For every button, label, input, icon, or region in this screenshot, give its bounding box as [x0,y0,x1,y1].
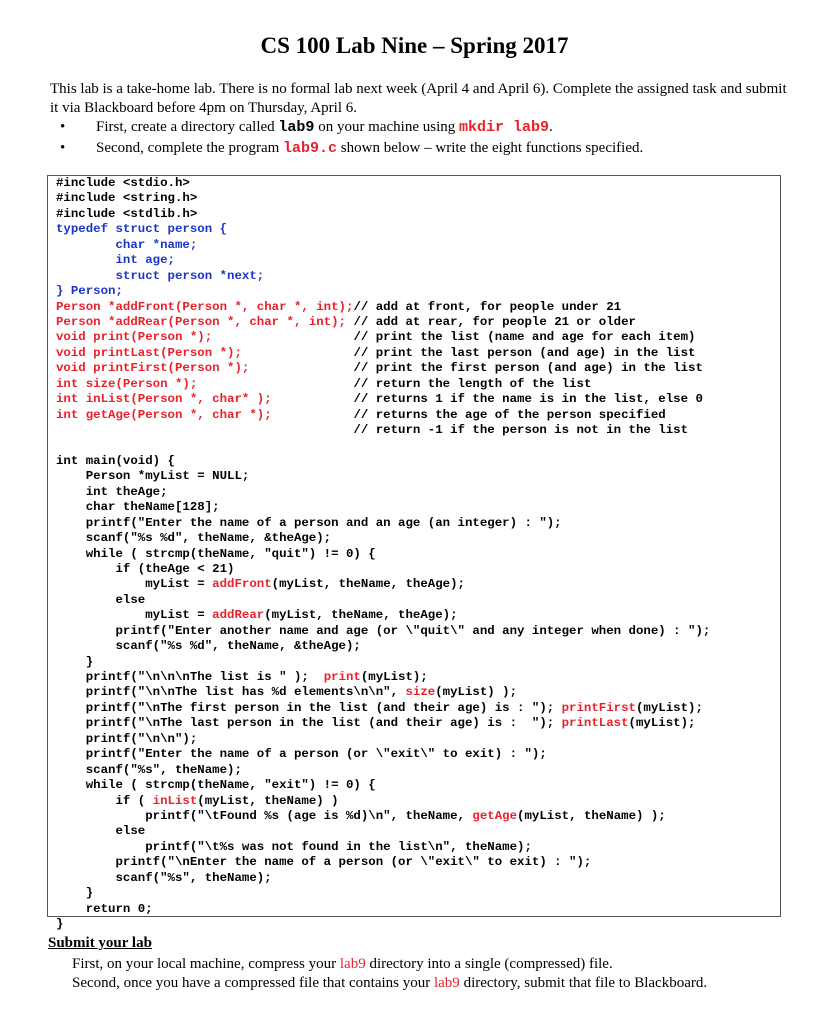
code-token: } [56,654,94,669]
submit-instructions [72,955,707,993]
code-token: printf("\n\n"); [56,731,198,746]
code-token: (myList, theName) ) [197,793,339,808]
code-line [56,485,710,500]
code-line [56,176,710,191]
code-line [56,624,710,639]
code-token: getAge [472,808,518,823]
code-token: printf("\n\nThe list has %d elements\n\n", [56,685,406,700]
code-token: // returns the age of the person specified [353,407,666,422]
code-token: // add at rear, for people 21 or older [353,314,636,329]
code-token: addFront [212,577,272,592]
code-token: else [56,824,146,839]
code-token: printf("\nThe first person in the list (and their age) is : "); [56,700,562,715]
code-line [56,516,710,531]
code-line [56,222,710,237]
submit-text: First, on your local machine, compress your [72,956,340,972]
code-line [56,284,710,299]
code-token: while ( strcmp(theName, "quit") != 0) { [56,546,376,561]
code-line [56,315,710,330]
code-token: printf("\nThe last person in the list (and their age) is : "); [56,716,562,731]
code-token: printf("\t%s was not found in the list\n", theName); [56,839,532,854]
code-line [56,547,710,562]
code-token: printf("\nEnter the name of a person (or \"exit\" to exit) : "); [56,855,592,870]
bullet-icon: • [60,140,66,156]
code-token: scanf("%s", theName); [56,762,242,777]
bullet-text: shown below – write the eight functions specified. [337,140,644,156]
code-token: } Person; [56,284,123,299]
code-line [56,577,710,592]
code-line [56,408,710,423]
code-line [56,238,710,253]
code-line [56,346,710,361]
submit-text: directory, submit that file to Blackboard. [459,975,708,991]
code-token: // add at front, for people under 21 [353,299,622,314]
code-token: int main(void) { [56,453,175,468]
code-token: // print the list (name and age for each item) [353,330,696,345]
code-token: int size(Person *); [56,376,354,391]
code-token: (myList); [635,700,703,715]
submit-line [72,955,707,974]
code-line [56,469,710,484]
code-line [56,809,710,824]
code-token: Person *addFront(Person *, char *, int); [56,299,354,314]
list-item [60,117,643,138]
code-line [56,438,710,453]
code-line [56,361,710,376]
code-token: myList = [56,608,213,623]
code-token: printf("\n\n\nThe list is " ); [56,670,324,684]
code-token: void printLast(Person *); [56,345,354,360]
code-line [56,670,710,685]
code-token: printf("\tFound %s (age is %d)\n", theName, [56,808,473,823]
code-token: printf("Enter the name of a person and an age (an integer) : "); [56,515,562,530]
bullet-text: Second, complete the program [96,140,284,156]
code-line [56,917,710,932]
intro-paragraph: This lab is a take-home lab. There is no formal lab next week (April 4 and April 6). Complete the assigned task and submit it via Blackboard before 4pm on Thursday, April 6. [50,81,787,116]
code-line [56,685,710,700]
code-line [56,902,710,917]
code-line [56,655,710,670]
code-token: size [405,685,436,700]
code-listing [56,176,710,932]
code-token: if ( [56,793,153,808]
page-title: CS 100 Lab Nine – Spring 2017 [260,33,569,58]
code-line [56,608,710,623]
code-token: } [56,917,64,931]
code-token: printLast [561,716,629,731]
code-token: myList = [56,577,213,592]
code-token: typedef struct person { [56,222,228,237]
code-token: if (theAge < 21) [56,561,235,576]
code-line [56,840,710,855]
submit-line [72,974,707,993]
code-token: struct person *next; [56,268,265,283]
code-token: addRear [212,608,265,623]
code-token: printf("Enter another name and age (or \"quit\" and any integer when done) : "); [56,623,711,638]
code-token: while ( strcmp(theName, "exit") != 0) { [56,778,376,793]
code-line [56,207,710,222]
code-line [56,330,710,345]
code-token: int theAge; [56,484,168,499]
code-line [56,593,710,608]
code-token: // print the first person (and age) in the list [353,361,703,376]
code-line [56,747,710,762]
code-line [56,794,710,809]
code-token: // return the length of the list [353,376,592,391]
code-token: int getAge(Person *, char *); [56,407,354,422]
code-line [56,639,710,654]
code-token: #include <stdlib.h> [56,206,198,221]
bullet-text: on your machine using [314,119,459,135]
code-line [56,871,710,886]
code-token: (myList); [360,670,428,684]
code-token: #include <string.h> [56,191,198,206]
code-line [56,701,710,716]
code-token: (myList) ); [435,685,518,700]
code-line [56,454,710,469]
code-token: (myList); [628,716,696,731]
code-token: // return -1 if the person is not in the list [56,423,689,437]
inline-code: lab9 [278,119,315,136]
code-token: int inList(Person *, char* ); [56,392,354,407]
code-token: scanf("%s %d", theName, &theAge); [56,639,361,654]
bullet-text: . [549,119,553,135]
inline-code: lab9.c [283,140,338,157]
code-token: printf("Enter the name of a person (or \"exit\" to exit) : "); [56,747,547,762]
bullet-text: First, create a directory called [96,119,279,135]
code-token: Person *myList = NULL; [56,469,250,484]
code-line [56,191,710,206]
code-line [56,269,710,284]
code-token: Person *addRear(Person *, char *, int); [56,314,354,329]
code-token: inList [152,793,198,808]
code-token: char *name; [56,237,198,252]
code-token: (myList, theName) ); [517,808,666,823]
code-token: char theName[128]; [56,500,220,515]
code-token: int age; [56,253,175,268]
code-token: void print(Person *); [56,330,354,345]
code-token: return 0; [56,901,153,916]
submit-heading: Submit your lab [48,935,152,951]
code-token: // returns 1 if the name is in the list, else 0 [353,392,703,407]
code-token: printFirst [561,700,636,715]
code-line [56,763,710,778]
code-line [56,300,710,315]
code-line [56,253,710,268]
code-line [56,824,710,839]
code-token: scanf("%s", theName); [56,870,272,885]
list-item [60,138,643,159]
code-token: #include <stdio.h> [56,176,190,190]
inline-code: mkdir lab9 [459,119,550,136]
code-token: (myList, theName, theAge); [264,608,458,623]
bullet-icon: • [60,119,66,135]
code-line [56,377,710,392]
code-token: void printFirst(Person *); [56,361,354,376]
code-token: print [323,670,361,684]
code-line [56,500,710,515]
code-line [56,886,710,901]
instruction-list [60,117,643,159]
code-line [56,531,710,546]
code-line [56,855,710,870]
code-token: } [56,886,94,901]
dir-name: lab9 [339,956,366,972]
code-token: (myList, theName, theAge); [271,577,465,592]
code-line [56,716,710,731]
submit-text: directory into a single (compressed) file. [365,956,613,972]
code-token: else [56,592,146,607]
code-token: scanf("%s %d", theName, &theAge); [56,531,332,546]
code-line [56,392,710,407]
code-line [56,732,710,747]
submit-text: Second, once you have a compressed file that contains your [72,975,434,991]
dir-name: lab9 [433,975,460,991]
code-line [56,778,710,793]
code-token: // print the last person (and age) in the list [353,345,696,360]
code-line [56,423,710,438]
code-line [56,562,710,577]
